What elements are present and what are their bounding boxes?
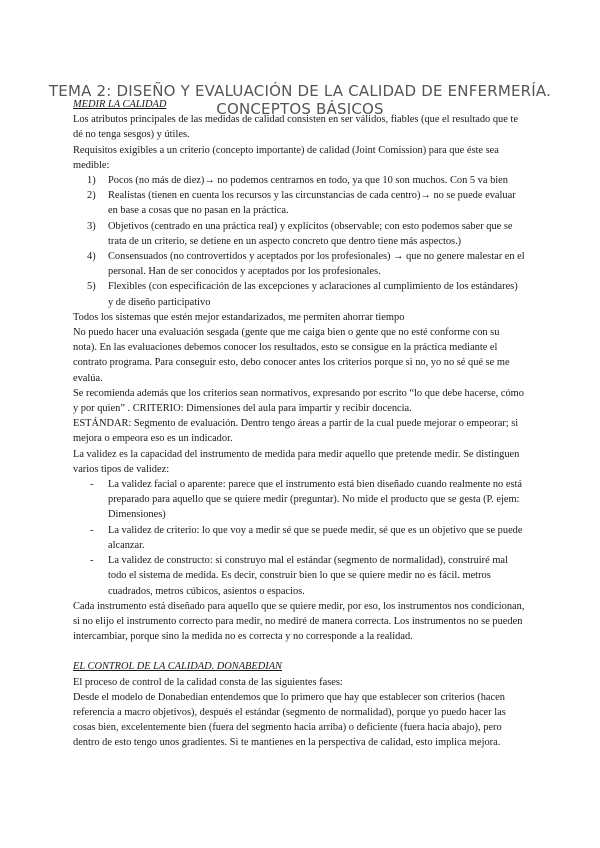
dash-bullet-icon: - (90, 479, 94, 491)
paragraph-modelo-donabedian: Desde el modelo de Donabedian entendemos que lo primero que hay que establecer son criterios (hacen referencia a macro objetivos), después el estándar (segmento de normalidad), porque yo puedo hacer las cosas bien, excelentemente bien (fuera del segmento hacia arriba) o deficiente (fuera hacia abajo), pero dentro de esto tengo unos gradientes. Si te mantienes en la perspectiva de calidad, esto implica mejora. (73, 691, 506, 749)
list-item-number: 3) (87, 220, 96, 232)
dash-bullet-icon: - (90, 524, 94, 536)
list-item-text: Objetivos (centrado en una práctica real) y explícitos (observable; con esto podemos saber que se trata de un criterio, se detiene en un aspecto concreto que dentro tiene más aspectos.) (108, 220, 513, 247)
document-body (73, 97, 525, 751)
paragraph-atributos: Los atributos principales de las medidas de calidad consisten en ser válidos, fiables (que el resultado que te dé no tenga sesgos) y útiles. (73, 114, 518, 141)
list-item-text: La validez facial o aparente: parece que el instrumento está bien diseñado cuando realmente no está preparado para aquello que se quiere medir (preguntar). No mide el producto que se gesta (P. ejem: Dimensiones) (108, 479, 522, 521)
list-item (73, 188, 525, 218)
paragraph-proceso-control: El proceso de control de la calidad consta de las siguientes fases: (73, 676, 343, 688)
dash-bullet-icon: - (90, 555, 94, 567)
paragraph-evaluacion-sesgada: No puedo hacer una evaluación sesgada (gente que me caiga bien o gente que no esté conforme con su nota). En las evaluaciones debemos conocer los resultados, esto se consigue en la práctica mediante el contrato programa. Para conseguir esto, debo conocer antes los criterios porque si no, yo no sé qué se me evalúa. (73, 327, 510, 384)
page-title: TEMA 2: DISEÑO Y EVALUACIÓN DE LA CALIDAD DE ENFERMERÍA. CONCEPTOS BÁSICOS (48, 82, 552, 119)
validez-list (73, 477, 525, 599)
paragraph-instrumentos: Cada instrumento está diseñado para aquello que se quiere medir, por eso, los instrumentos nos condicionan, si no elijo el instrumento correcto para medir, no mediré de manera correcta. Los instrumentos no se pueden intercambiar, porque sino la medida no es correcta y no corresponde a la realidad. (73, 600, 525, 643)
list-item (73, 523, 525, 553)
list-item (73, 219, 525, 249)
paragraph-requisitos-intro: Requisitos exigibles a un criterio (concepto importante) de calidad (Joint Comission) para que éste sea medible: (73, 144, 499, 171)
requisitos-list (73, 173, 525, 310)
list-item-text: Flexibles (con especificación de las excepciones y aclaraciones al cumplimiento de los estándares) y de diseño participativo (108, 281, 518, 308)
list-item (73, 279, 525, 309)
list-item-text: La validez de criterio: lo que voy a medir sé que se puede medir, sé que es un objetivo que se puede alcanzar. (108, 524, 523, 551)
list-item-number: 4) (87, 251, 96, 263)
section-heading-medir-calidad: MEDIR LA CALIDAD (73, 99, 167, 110)
list-item-number: 5) (87, 281, 96, 293)
list-item (73, 477, 525, 523)
list-item-number: 2) (87, 190, 96, 202)
paragraph-estandar: ESTÁNDAR: Segmento de evaluación. Dentro tengo áreas a partir de la cual puede mejorar o empeorar; si mejora o empeora eso es un indicador. (73, 418, 519, 445)
list-item (73, 249, 525, 279)
paragraph-validez-intro: La validez es la capacidad del instrumento de medida para medir aquello que pretende medir. Se distinguen varios tipos de validez: (73, 448, 520, 475)
paragraph-estandarizados: Todos los sistemas que estén mejor estandarizados, me permiten ahorrar tiempo (73, 311, 405, 323)
list-item-text: La validez de constructo: si construyo mal el estándar (segmento de normalidad), construiré mal todo el sistema de medida. Es decir, construir bien lo que se quiere medir no es fácil. metros cuadrados, metros cúbicos, asientos o espacios. (108, 555, 508, 597)
section-heading-control-calidad: EL CONTROL DE LA CALIDAD. DONABEDIAN (73, 661, 282, 673)
list-item-number: 1) (87, 175, 96, 187)
list-item-text: Consensuados (no controvertidos y aceptados por los profesionales) → que no genere malestar en el personal. Han de ser conocidos y aceptados por los profesionales. (108, 251, 525, 278)
list-item (73, 173, 525, 188)
paragraph-criterios-normativos: Se recomienda además que los criterios sean normativos, expresando por escrito “lo que debe hacerse, cómo y por quien” . CRITERIO: Dimensiones del aula para impartir y recibir docencia. (73, 387, 524, 415)
list-item-text: Pocos (no más de diez)→ no podemos centrarnos en todo, ya que 10 son muchos. Con 5 va bien (108, 175, 508, 187)
list-item-text: Realistas (tienen en cuenta los recursos y las circunstancias de cada centro)→ no se puede evaluar en base a cosas que no pasan en la práctica. (108, 190, 516, 217)
list-item (73, 553, 525, 599)
